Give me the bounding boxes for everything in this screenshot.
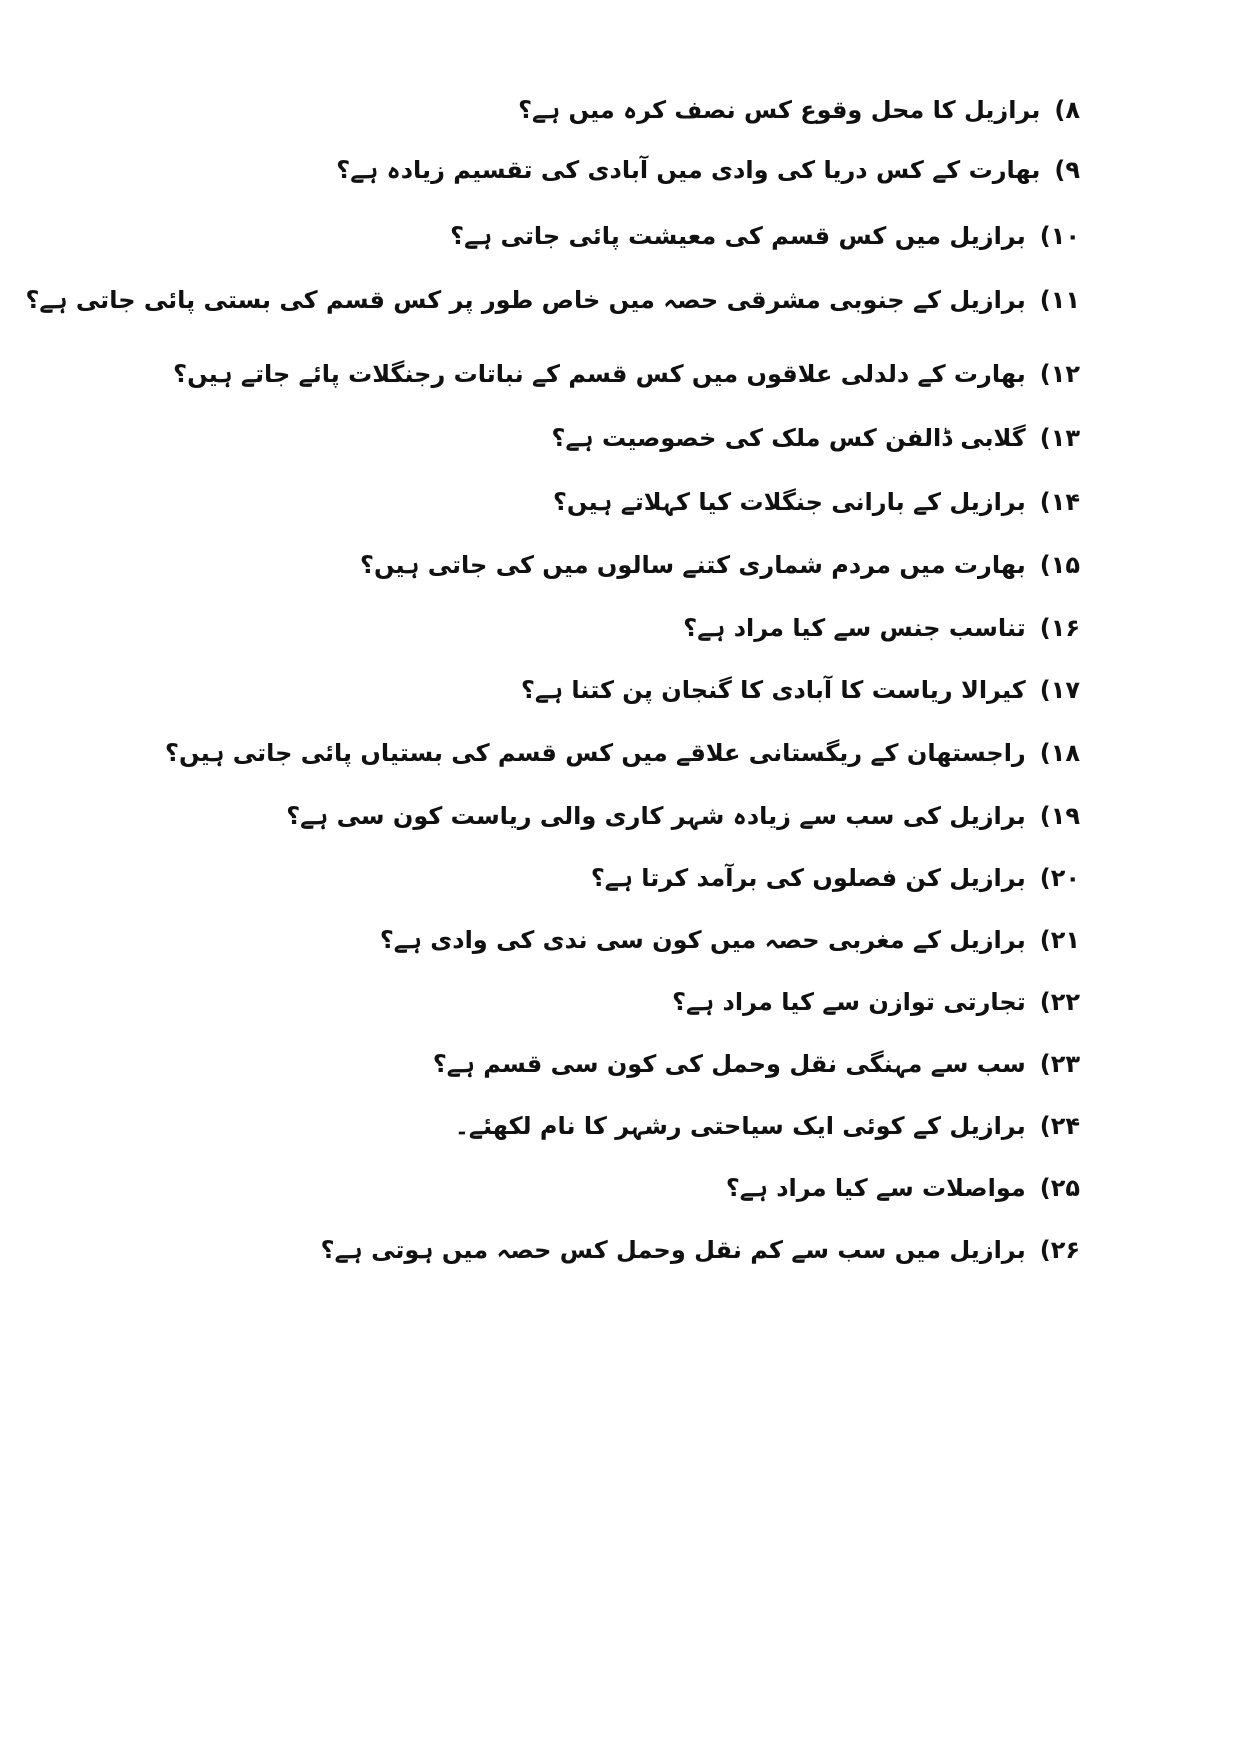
- question-number: ۱۵): [1039, 551, 1080, 579]
- question-number: ۲۴): [1039, 1112, 1080, 1140]
- question-number: ۲۵): [1039, 1174, 1080, 1202]
- question-text: برازیل میں سب سے کم نقل وحمل کس حصہ میں ہوتی ہے؟: [320, 1236, 1026, 1264]
- question-25: [726, 1170, 1080, 1206]
- question-12: [173, 356, 1080, 392]
- question-text: کیرالا ریاست کا آبادی کا گنجان پن کتنا ہے؟: [520, 676, 1026, 704]
- question-number: ۱۶): [1039, 614, 1080, 642]
- question-number: ۹): [1054, 156, 1080, 184]
- question-text: بھارت کے دلدلی علاقوں میں کس قسم کے نباتات رجنگلات پائے جاتے ہیں؟: [173, 360, 1026, 388]
- question-text: گلابی ڈالفن کس ملک کی خصوصیت ہے؟: [551, 424, 1026, 452]
- question-number: ۱۲): [1039, 360, 1080, 388]
- question-text: برازیل کی سب سے زیادہ شہر کاری والی ریاست کون سی ہے؟: [286, 802, 1026, 830]
- question-text: برازیل کے کوئی ایک سیاحتی رشہر کا نام لکھئے۔: [454, 1112, 1026, 1140]
- question-number: ۱۹): [1039, 802, 1080, 830]
- question-number: ۸): [1054, 96, 1080, 124]
- question-23: [433, 1046, 1080, 1082]
- question-text: تناسب جنس سے کیا مراد ہے؟: [683, 614, 1026, 642]
- question-number: ۲۰): [1039, 864, 1080, 892]
- question-9: [336, 152, 1080, 188]
- question-24: [455, 1108, 1080, 1144]
- question-16: [683, 610, 1080, 646]
- question-13: [552, 420, 1080, 456]
- question-text: برازیل کے مغربی حصہ میں کون سی ندی کی وادی ہے؟: [379, 926, 1026, 954]
- question-text: برازیل کن فصلوں کی برآمد کرتا ہے؟: [590, 864, 1026, 892]
- question-number: ۱۴): [1039, 488, 1080, 516]
- question-text: بھارت کے کس دریا کی وادی میں آبادی کی تقسیم زیادہ ہے؟: [336, 156, 1041, 184]
- question-14: [553, 484, 1080, 520]
- question-text: راجستھان کے ریگستانی علاقے میں کس قسم کی بستیاں پائی جاتی ہیں؟: [165, 739, 1026, 767]
- question-text: برازیل کے بارانی جنگلات کیا کہلاتے ہیں؟: [552, 488, 1026, 516]
- question-text: برازیل کے جنوبی مشرقی حصہ میں خاص طور پر کس قسم کی بستی پائی جاتی ہے؟: [25, 286, 1026, 314]
- question-26: [321, 1232, 1080, 1268]
- question-text: برازیل میں کس قسم کی معیشت پائی جاتی ہے؟: [450, 222, 1026, 250]
- question-text: بھارت میں مردم شماری کتنے سالوں میں کی جاتی ہیں؟: [360, 551, 1026, 579]
- question-number: ۱۸): [1039, 739, 1080, 767]
- question-number: ۲۱): [1039, 926, 1080, 954]
- question-number: ۲۳): [1039, 1050, 1080, 1078]
- question-19: [286, 798, 1080, 834]
- question-11: [26, 282, 1081, 318]
- question-8: [518, 92, 1080, 128]
- question-text: سب سے مہنگی نقل وحمل کی کون سی قسم ہے؟: [432, 1050, 1026, 1078]
- question-number: ۲۶): [1039, 1236, 1080, 1264]
- question-21: [380, 922, 1080, 958]
- question-15: [360, 547, 1080, 583]
- question-17: [521, 672, 1080, 708]
- question-number: ۱۳): [1039, 424, 1080, 452]
- question-20: [591, 860, 1080, 896]
- question-text: برازیل کا محل وقوع کس نصف کرہ میں ہے؟: [518, 96, 1041, 124]
- question-number: ۲۲): [1039, 988, 1080, 1016]
- question-text: مواصلات سے کیا مراد ہے؟: [725, 1174, 1026, 1202]
- question-number: ۱۷): [1039, 676, 1080, 704]
- question-text: تجارتی توازن سے کیا مراد ہے؟: [672, 988, 1026, 1016]
- question-10: [450, 218, 1080, 254]
- question-18: [165, 735, 1080, 771]
- question-number: ۱۱): [1039, 286, 1080, 314]
- question-number: ۱۰): [1039, 222, 1080, 250]
- question-22: [672, 984, 1080, 1020]
